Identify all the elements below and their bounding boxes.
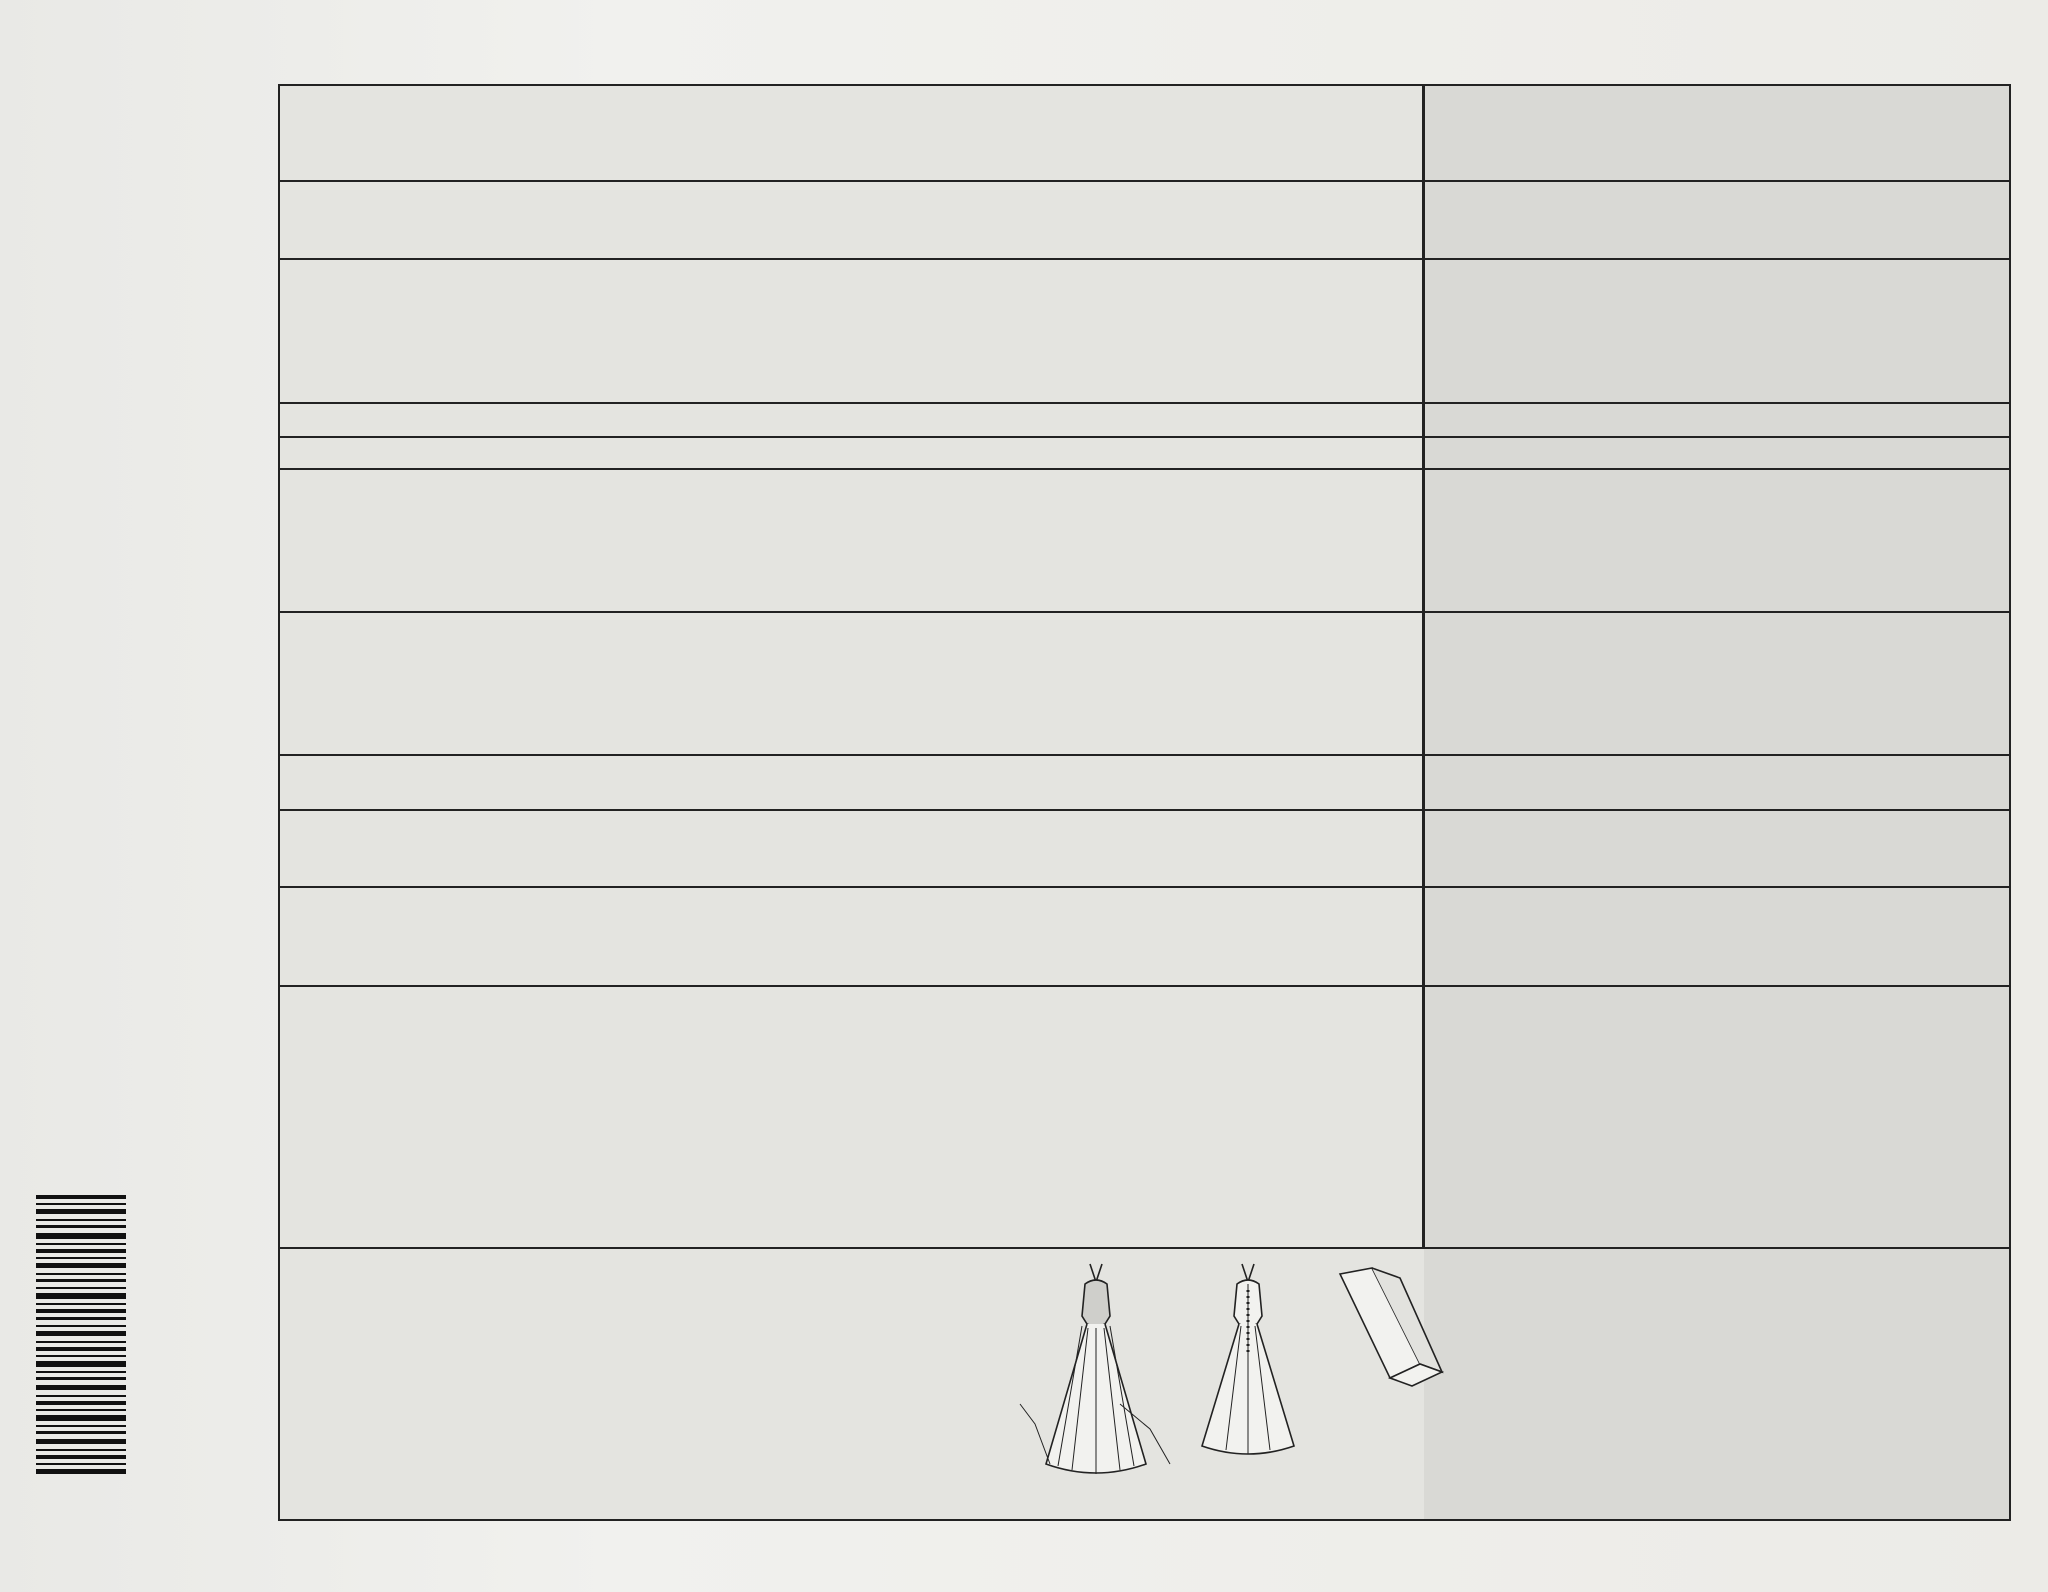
rule <box>280 258 2009 260</box>
rule <box>280 468 2009 470</box>
barcode <box>36 1195 126 1480</box>
rule <box>280 611 2009 613</box>
rule <box>280 985 2009 987</box>
rule <box>280 809 2009 811</box>
rule <box>280 180 2009 182</box>
rule <box>280 436 2009 438</box>
column-divider <box>1422 86 1425 1248</box>
pattern-info-box <box>278 84 2011 1521</box>
rule <box>280 402 2009 404</box>
rule <box>280 754 2009 756</box>
garment-illustration <box>980 1254 1620 1504</box>
rule <box>280 886 2009 888</box>
rule <box>280 1247 2009 1249</box>
